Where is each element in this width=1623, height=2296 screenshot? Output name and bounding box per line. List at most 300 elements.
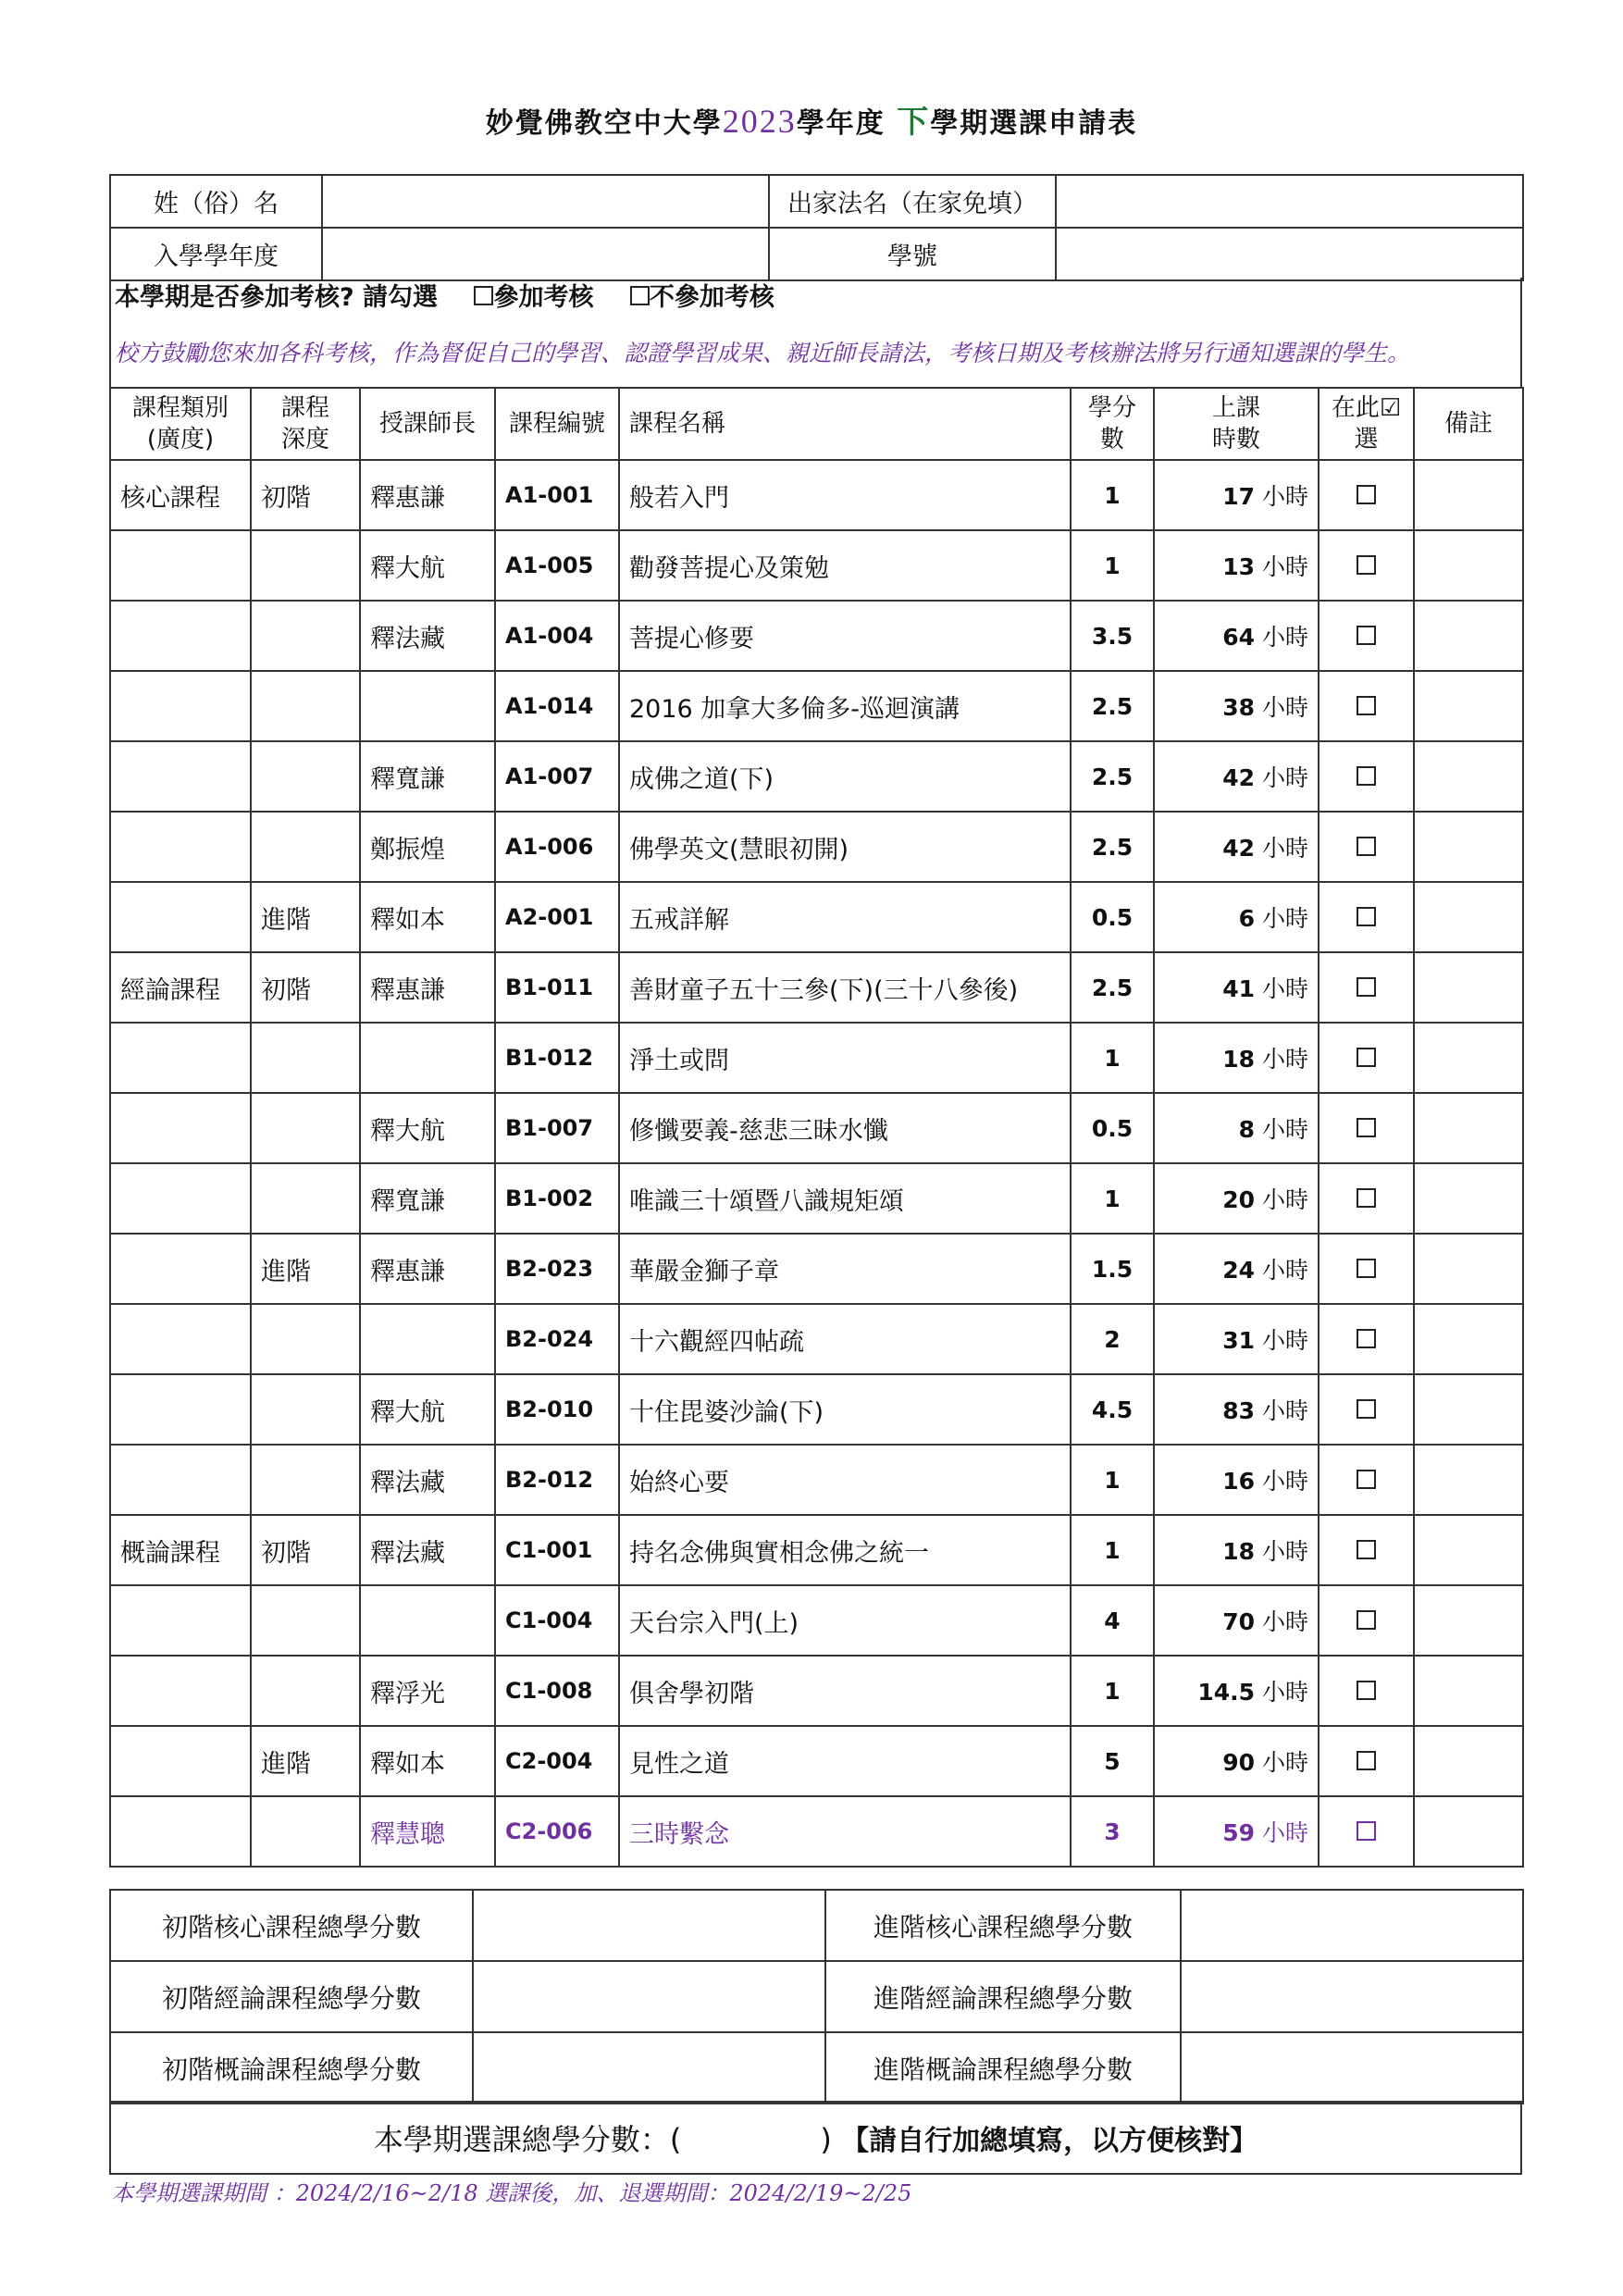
course-hours	[1154, 1515, 1319, 1585]
course-hours	[1154, 1445, 1319, 1515]
course-credits: 1	[1071, 1445, 1154, 1515]
course-credits: 1	[1071, 1023, 1154, 1093]
course-row	[110, 1445, 1523, 1515]
course-select-cell[interactable]	[1319, 1093, 1414, 1163]
course-row	[110, 1515, 1523, 1585]
course-select-cell[interactable]	[1319, 741, 1414, 812]
checkbox-icon[interactable]	[1357, 1399, 1376, 1419]
course-hours	[1154, 1163, 1319, 1234]
student-info-table	[109, 174, 1524, 281]
course-code: C1-004	[495, 1585, 619, 1656]
course-name: 2016 加拿大多倫多-巡迴演講	[619, 671, 1071, 741]
course-code: C1-001	[495, 1515, 619, 1585]
course-select-cell[interactable]	[1319, 671, 1414, 741]
course-row	[110, 1304, 1523, 1374]
course-name: 五戒詳解	[619, 882, 1071, 952]
course-depth	[251, 1585, 360, 1656]
course-row	[110, 601, 1523, 671]
course-name: 成佛之道(下)	[619, 741, 1071, 812]
course-teacher: 釋大航	[360, 530, 495, 601]
course-remark-field[interactable]	[1414, 1163, 1523, 1234]
course-hours-value: 83	[1222, 1397, 1256, 1424]
course-select-cell[interactable]	[1319, 952, 1414, 1023]
col-name: 課程名稱	[619, 388, 1071, 460]
col-select: 在此☑ 選	[1319, 388, 1414, 460]
course-depth: 初階	[251, 952, 360, 1023]
course-remark-field[interactable]	[1414, 1445, 1523, 1515]
course-code: A2-001	[495, 882, 619, 952]
course-teacher: 釋惠謙	[360, 1234, 495, 1304]
course-hours-value: 31	[1222, 1327, 1256, 1354]
course-hours	[1154, 812, 1319, 882]
course-code: B1-011	[495, 952, 619, 1023]
course-remark-field[interactable]	[1414, 1023, 1523, 1093]
course-teacher: 釋惠謙	[360, 460, 495, 530]
course-depth	[251, 1093, 360, 1163]
course-hours-unit: 小時	[1261, 1327, 1308, 1354]
checkbox-icon[interactable]	[1357, 1259, 1376, 1278]
course-depth	[251, 1023, 360, 1093]
course-credits: 2.5	[1071, 741, 1154, 812]
course-depth	[251, 1163, 360, 1234]
course-hours-unit: 小時	[1261, 694, 1308, 721]
checkbox-icon[interactable]	[1357, 1470, 1376, 1489]
course-category	[110, 601, 251, 671]
course-remark-field[interactable]	[1414, 812, 1523, 882]
checkbox-icon[interactable]	[1357, 626, 1376, 645]
course-credits: 1	[1071, 460, 1154, 530]
course-code: B2-012	[495, 1445, 619, 1515]
course-hours	[1154, 1304, 1319, 1374]
course-name: 華嚴金獅子章	[619, 1234, 1071, 1304]
course-hours-value: 64	[1222, 624, 1256, 651]
course-row	[110, 1796, 1523, 1867]
course-category	[110, 882, 251, 952]
checkbox-icon[interactable]	[1357, 837, 1376, 856]
col-hours: 上課 時數	[1154, 388, 1319, 460]
exam-yes-label: 參加考核	[493, 283, 594, 312]
course-depth	[251, 1445, 360, 1515]
checkbox-icon[interactable]	[1357, 485, 1376, 504]
course-credits: 3	[1071, 1796, 1154, 1867]
course-credits: 1	[1071, 530, 1154, 601]
course-teacher: 釋大航	[360, 1374, 495, 1445]
dharma-name-field[interactable]	[1056, 175, 1523, 228]
checkbox-icon[interactable]	[1357, 1329, 1376, 1348]
course-credits: 1	[1071, 1515, 1154, 1585]
course-hours-value: 20	[1222, 1186, 1256, 1213]
course-category: 核心課程	[110, 460, 251, 530]
course-select-cell[interactable]	[1319, 1585, 1414, 1656]
course-name: 十住毘婆沙論(下)	[619, 1374, 1071, 1445]
exam-notice: 校方鼓勵您來加各科考核，作為督促自己的學習、認證學習成果、親近師長請法，考核日期及考核辦法將另行通知選課的學生。	[109, 320, 1522, 387]
course-hours-unit: 小時	[1261, 1046, 1308, 1073]
course-hours-unit: 小時	[1261, 1257, 1308, 1284]
total-label: 進階核心課程總學分數	[825, 1890, 1181, 1961]
course-remark-field[interactable]	[1414, 1585, 1523, 1656]
course-code: B1-007	[495, 1093, 619, 1163]
course-teacher	[360, 1585, 495, 1656]
course-select-cell[interactable]	[1319, 1374, 1414, 1445]
course-category	[110, 1234, 251, 1304]
course-depth	[251, 741, 360, 812]
course-depth	[251, 671, 360, 741]
course-hours-value: 18	[1222, 1046, 1256, 1073]
checkbox-icon[interactable]	[1357, 907, 1376, 926]
course-hours	[1154, 1726, 1319, 1796]
course-teacher: 釋法藏	[360, 601, 495, 671]
col-code: 課程編號	[495, 388, 619, 460]
course-row	[110, 1374, 1523, 1445]
course-credits: 5	[1071, 1726, 1154, 1796]
course-credits: 2.5	[1071, 671, 1154, 741]
course-code: C2-004	[495, 1726, 619, 1796]
course-hours-value: 41	[1222, 975, 1256, 1002]
course-hours-value: 18	[1222, 1538, 1256, 1565]
course-hours-unit: 小時	[1261, 624, 1308, 651]
course-select-cell[interactable]	[1319, 1796, 1414, 1867]
course-depth	[251, 530, 360, 601]
course-credits: 0.5	[1071, 1093, 1154, 1163]
total-field[interactable]	[473, 1890, 825, 1961]
course-credits: 1.5	[1071, 1234, 1154, 1304]
total-field[interactable]	[1181, 1961, 1523, 2032]
exam-yes-option[interactable]	[474, 283, 593, 312]
course-select-cell[interactable]	[1319, 1234, 1414, 1304]
course-remark-field[interactable]	[1414, 601, 1523, 671]
course-hours-unit: 小時	[1261, 483, 1308, 510]
course-select-cell[interactable]	[1319, 812, 1414, 882]
course-credits: 4.5	[1071, 1374, 1154, 1445]
exam-no-label: 不參加考核	[649, 283, 774, 312]
course-category	[110, 1093, 251, 1163]
course-remark-field[interactable]	[1414, 671, 1523, 741]
course-code: B2-023	[495, 1234, 619, 1304]
course-hours-value: 38	[1222, 694, 1256, 721]
course-teacher: 釋慧聰	[360, 1796, 495, 1867]
course-row	[110, 882, 1523, 952]
course-depth: 進階	[251, 882, 360, 952]
course-hours-unit: 小時	[1261, 1397, 1308, 1424]
total-field[interactable]	[1181, 1890, 1523, 1961]
course-hours	[1154, 1585, 1319, 1656]
total-label: 初階經論課程總學分數	[110, 1961, 473, 2032]
course-category	[110, 1796, 251, 1867]
grand-total-hint: 【請自行加總填寫，以方便核對】	[841, 2125, 1258, 2157]
course-hours-unit: 小時	[1261, 1749, 1308, 1776]
grand-total-cell[interactable]	[110, 2102, 1521, 2174]
course-row	[110, 1585, 1523, 1656]
course-hours-value: 17	[1222, 483, 1256, 510]
course-hours	[1154, 1023, 1319, 1093]
course-hours-unit: 小時	[1261, 975, 1308, 1002]
checkbox-icon[interactable]	[1357, 1540, 1376, 1559]
checkbox-icon[interactable]	[1357, 1821, 1376, 1841]
course-teacher	[360, 1304, 495, 1374]
course-row	[110, 1023, 1523, 1093]
checkbox-icon[interactable]	[1357, 766, 1376, 786]
grand-total-close: )	[820, 2122, 832, 2157]
course-remark-field[interactable]	[1414, 460, 1523, 530]
course-category	[110, 1726, 251, 1796]
course-hours-unit: 小時	[1261, 835, 1308, 862]
course-row	[110, 530, 1523, 601]
course-hours-value: 16	[1222, 1468, 1256, 1495]
checkbox-icon[interactable]	[1357, 1681, 1376, 1700]
course-hours-value: 59	[1222, 1819, 1256, 1846]
course-hours-unit: 小時	[1261, 1679, 1308, 1706]
course-remark-field[interactable]	[1414, 1796, 1523, 1867]
checkbox-icon[interactable]	[1357, 696, 1376, 715]
selection-period: 本學期選課期間 ：2024/2/16~2/18 選課後，加、退選期間：2024/2/19~2/25	[111, 2180, 912, 2206]
course-category	[110, 530, 251, 601]
course-teacher: 釋法藏	[360, 1515, 495, 1585]
course-code: B2-024	[495, 1304, 619, 1374]
course-category	[110, 671, 251, 741]
name-field[interactable]	[322, 175, 769, 228]
course-category	[110, 1585, 251, 1656]
course-name: 佛學英文(慧眼初開)	[619, 812, 1071, 882]
course-name: 修懺要義-慈悲三昧水懺	[619, 1093, 1071, 1163]
course-depth	[251, 812, 360, 882]
course-select-cell[interactable]	[1319, 882, 1414, 952]
checkbox-icon[interactable]	[630, 286, 650, 305]
total-field[interactable]	[1181, 2032, 1523, 2104]
course-row	[110, 1726, 1523, 1796]
course-category	[110, 1304, 251, 1374]
total-label: 進階概論課程總學分數	[825, 2032, 1181, 2104]
course-credits: 0.5	[1071, 882, 1154, 952]
course-hours-value: 6	[1238, 905, 1256, 932]
course-teacher: 釋浮光	[360, 1656, 495, 1726]
course-depth	[251, 1656, 360, 1726]
course-hours-unit: 小時	[1261, 1538, 1308, 1565]
course-hours-value: 42	[1222, 835, 1256, 862]
course-select-cell[interactable]	[1319, 1023, 1414, 1093]
course-select-cell[interactable]	[1319, 1515, 1414, 1585]
total-field[interactable]	[473, 1961, 825, 2032]
course-row	[110, 460, 1523, 530]
title-suffix: 學期選課申請表	[930, 107, 1138, 140]
course-hours	[1154, 671, 1319, 741]
course-row	[110, 1163, 1523, 1234]
course-select-cell[interactable]	[1319, 1304, 1414, 1374]
course-name: 三時繫念	[619, 1796, 1071, 1867]
course-category	[110, 741, 251, 812]
enroll-year-field[interactable]	[322, 228, 769, 280]
course-remark-field[interactable]	[1414, 1374, 1523, 1445]
course-hours-unit: 小時	[1261, 1186, 1308, 1213]
course-teacher: 釋寬謙	[360, 741, 495, 812]
checkbox-icon[interactable]	[1357, 1610, 1376, 1630]
col-teacher: 授課師長	[360, 388, 495, 460]
course-hours	[1154, 1796, 1319, 1867]
course-credits: 1	[1071, 1163, 1154, 1234]
course-remark-field[interactable]	[1414, 1656, 1523, 1726]
course-credits: 1	[1071, 1656, 1154, 1726]
course-depth	[251, 1796, 360, 1867]
exam-question: 本學期是否參加考核? 請勾選	[115, 283, 439, 312]
course-row	[110, 952, 1523, 1023]
course-select-cell[interactable]	[1319, 1163, 1414, 1234]
checkbox-icon[interactable]	[1357, 555, 1376, 575]
course-depth	[251, 601, 360, 671]
course-credits: 3.5	[1071, 601, 1154, 671]
course-row	[110, 1656, 1523, 1726]
course-remark-field[interactable]	[1414, 1726, 1523, 1796]
course-hours	[1154, 460, 1319, 530]
course-name: 俱舍學初階	[619, 1656, 1071, 1726]
total-field[interactable]	[473, 2032, 825, 2104]
course-name: 始終心要	[619, 1445, 1071, 1515]
total-label: 初階核心課程總學分數	[110, 1890, 473, 1961]
grand-total-table	[109, 2101, 1522, 2175]
course-category	[110, 1023, 251, 1093]
course-hours-unit: 小時	[1261, 1116, 1308, 1143]
course-remark-field[interactable]	[1414, 1234, 1523, 1304]
course-hours	[1154, 1374, 1319, 1445]
course-credits: 2	[1071, 1304, 1154, 1374]
course-select-cell[interactable]	[1319, 1445, 1414, 1515]
course-depth: 初階	[251, 1515, 360, 1585]
course-hours	[1154, 601, 1319, 671]
checkbox-icon[interactable]	[1357, 1048, 1376, 1067]
course-hours-value: 14.5	[1197, 1679, 1256, 1706]
col-depth: 課程 深度	[251, 388, 360, 460]
course-name: 唯識三十頌暨八識規矩頌	[619, 1163, 1071, 1234]
course-table	[109, 387, 1524, 1868]
course-hours-value: 13	[1222, 553, 1256, 580]
course-select-cell[interactable]	[1319, 1656, 1414, 1726]
course-category: 經論課程	[110, 952, 251, 1023]
course-name: 菩提心修要	[619, 601, 1071, 671]
course-teacher: 釋寬謙	[360, 1163, 495, 1234]
course-hours-unit: 小時	[1261, 1819, 1308, 1846]
course-code: A1-006	[495, 812, 619, 882]
course-teacher: 釋如本	[360, 1726, 495, 1796]
col-remark: 備註	[1414, 388, 1523, 460]
course-category	[110, 1656, 251, 1726]
course-name: 勸發菩提心及策勉	[619, 530, 1071, 601]
course-hours-value: 42	[1222, 764, 1256, 791]
student-id-field[interactable]	[1056, 228, 1523, 280]
course-remark-field[interactable]	[1414, 1515, 1523, 1585]
course-name: 善財童子五十三參(下)(三十八參後)	[619, 952, 1071, 1023]
course-hours	[1154, 882, 1319, 952]
course-select-cell[interactable]	[1319, 530, 1414, 601]
course-teacher: 釋惠謙	[360, 952, 495, 1023]
course-name: 天台宗入門(上)	[619, 1585, 1071, 1656]
course-name: 淨土或問	[619, 1023, 1071, 1093]
course-hours-unit: 小時	[1261, 1608, 1308, 1635]
course-row	[110, 1234, 1523, 1304]
course-teacher	[360, 1023, 495, 1093]
course-select-cell[interactable]	[1319, 460, 1414, 530]
course-remark-field[interactable]	[1414, 741, 1523, 812]
course-remark-field[interactable]	[1414, 1093, 1523, 1163]
course-depth	[251, 1304, 360, 1374]
course-row	[110, 741, 1523, 812]
checkbox-icon[interactable]	[1357, 977, 1376, 997]
course-remark-field[interactable]	[1414, 530, 1523, 601]
course-code: B2-010	[495, 1374, 619, 1445]
course-teacher: 釋如本	[360, 882, 495, 952]
title-year: 2023	[722, 103, 797, 140]
grand-total-label: 本學期選課總學分數：(	[373, 2122, 682, 2157]
course-code: B1-012	[495, 1023, 619, 1093]
course-hours-unit: 小時	[1261, 553, 1308, 580]
course-code: A1-005	[495, 530, 619, 601]
course-hours-value: 70	[1222, 1608, 1256, 1635]
course-hours-value: 90	[1222, 1749, 1256, 1776]
course-teacher: 釋大航	[360, 1093, 495, 1163]
course-depth: 進階	[251, 1234, 360, 1304]
course-code: C2-006	[495, 1796, 619, 1867]
course-name: 般若入門	[619, 460, 1071, 530]
checkbox-icon[interactable]	[1357, 1118, 1376, 1137]
course-code: A1-007	[495, 741, 619, 812]
course-teacher: 釋法藏	[360, 1445, 495, 1515]
course-code: A1-014	[495, 671, 619, 741]
course-category: 概論課程	[110, 1515, 251, 1585]
course-remark-field[interactable]	[1414, 1304, 1523, 1374]
page-title	[0, 96, 1623, 142]
course-name: 持名念佛與實相念佛之統一	[619, 1515, 1071, 1585]
course-hours	[1154, 1656, 1319, 1726]
course-depth: 進階	[251, 1726, 360, 1796]
course-hours	[1154, 741, 1319, 812]
dharma-name-label: 出家法名（在家免填）	[769, 175, 1056, 228]
enroll-year-label: 入學學年度	[110, 228, 322, 280]
course-hours-value: 8	[1238, 1116, 1256, 1143]
course-hours-value: 24	[1222, 1257, 1256, 1284]
col-credits: 學分 數	[1071, 388, 1154, 460]
course-depth: 初階	[251, 460, 360, 530]
course-category	[110, 1445, 251, 1515]
checkbox-icon[interactable]	[1357, 1751, 1376, 1770]
course-row	[110, 1093, 1523, 1163]
name-label: 姓（俗）名	[110, 175, 322, 228]
course-credits: 4	[1071, 1585, 1154, 1656]
course-hours-unit: 小時	[1261, 1468, 1308, 1495]
student-id-label: 學號	[769, 228, 1056, 280]
course-remark-field[interactable]	[1414, 952, 1523, 1023]
course-row	[110, 671, 1523, 741]
col-category: 課程類別 (廣度)	[110, 388, 251, 460]
checkbox-icon[interactable]	[1357, 1188, 1376, 1208]
title-term: 下	[897, 104, 931, 141]
course-remark-field[interactable]	[1414, 882, 1523, 952]
course-code: C1-008	[495, 1656, 619, 1726]
course-code: B1-002	[495, 1163, 619, 1234]
course-name: 見性之道	[619, 1726, 1071, 1796]
course-hours-unit: 小時	[1261, 764, 1308, 791]
course-credits: 2.5	[1071, 812, 1154, 882]
course-credits: 2.5	[1071, 952, 1154, 1023]
course-teacher: 鄭振煌	[360, 812, 495, 882]
checkbox-icon[interactable]	[474, 286, 493, 305]
exam-no-option[interactable]	[630, 283, 774, 312]
course-name: 十六觀經四帖疏	[619, 1304, 1071, 1374]
course-code: A1-004	[495, 601, 619, 671]
course-teacher	[360, 671, 495, 741]
total-label: 初階概論課程總學分數	[110, 2032, 473, 2104]
course-select-cell[interactable]	[1319, 1726, 1414, 1796]
course-select-cell[interactable]	[1319, 601, 1414, 671]
exam-choice-row	[109, 278, 1522, 320]
course-code: A1-001	[495, 460, 619, 530]
course-depth	[251, 1374, 360, 1445]
